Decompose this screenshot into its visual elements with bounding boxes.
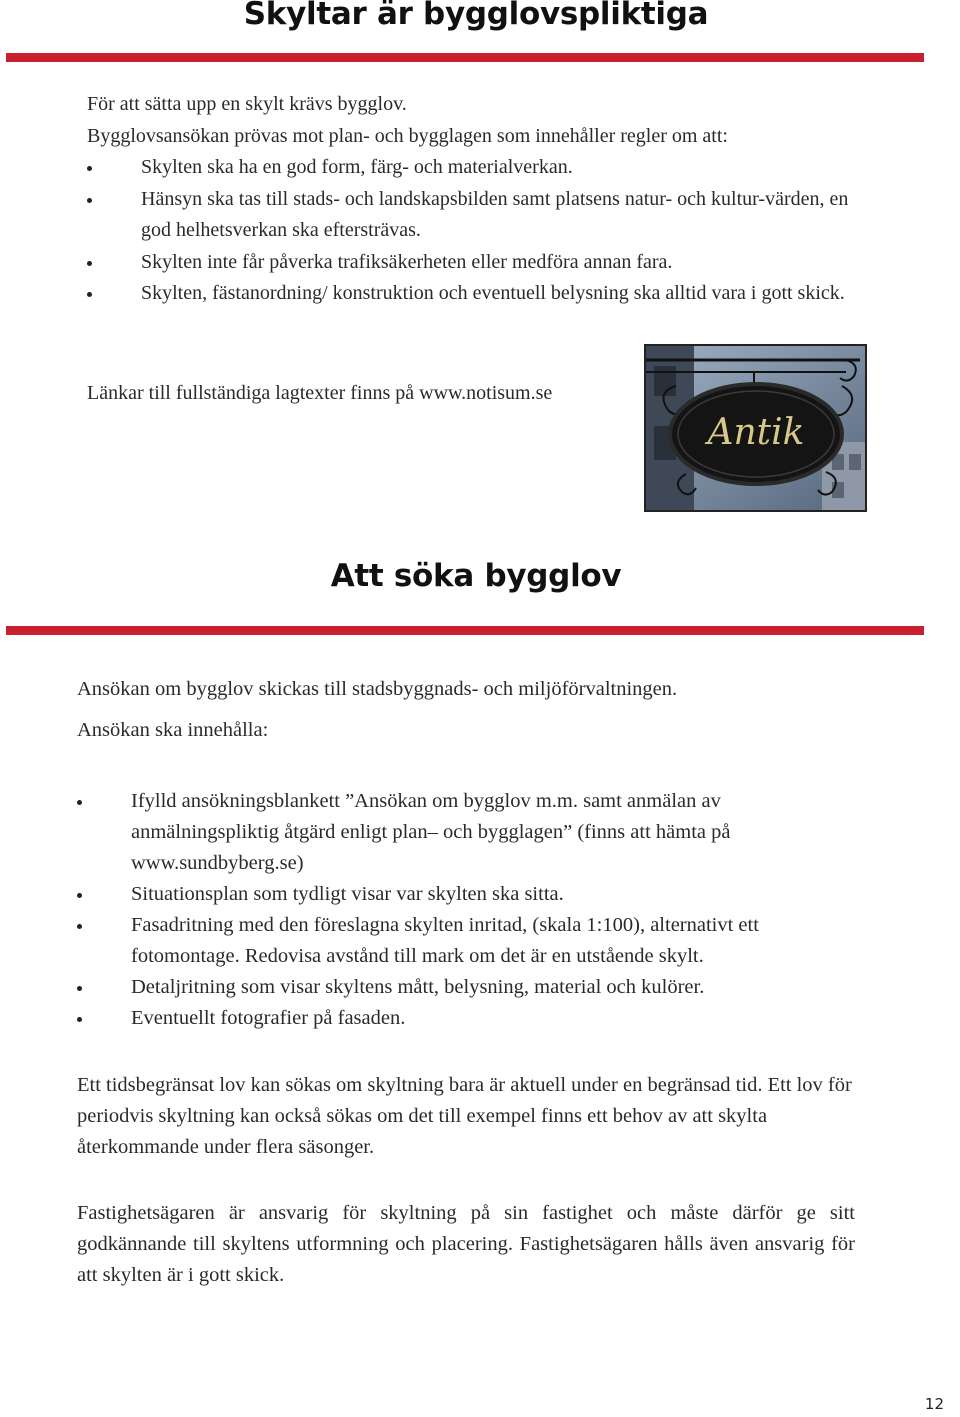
paragraph-temporary-permit: Ett tidsbegränsat lov kan sökas om skyltning bara är aktuell under en begränsad tid. Ett lov för periodvis skyltning kan också sökas om det till exempel finns ett behov av att skylta återkommande under flera säsonger.: [77, 1074, 852, 1158]
red-rule-middle: [6, 626, 924, 635]
list-item: Situationsplan som tydligt visar var skylten ska sitta.: [77, 879, 837, 910]
list-item: Skylten inte får påverka trafiksäkerheten eller medföra annan fara.: [87, 247, 867, 279]
bullet-icon: [77, 800, 82, 805]
bullet-icon: [77, 1017, 82, 1022]
bullet-icon: [87, 261, 92, 266]
section1-body: [87, 89, 867, 310]
links-text: Länkar till fullständiga lagtexter finns på www.notisum.se: [87, 382, 553, 404]
rules-list: [87, 152, 867, 310]
bullet-icon: [77, 893, 82, 898]
list-item: Ifylld ansökningsblankett ”Ansökan om bygglov m.m. samt anmälan av anmälningspliktig åtgärd enligt plan– och bygglagen” (finns att hämta på www.sundbyberg.se): [77, 786, 837, 879]
sign-text: Antik: [707, 412, 805, 453]
section2-intro: [77, 674, 867, 746]
list-item: Eventuellt fotografier på fasaden.: [77, 1003, 837, 1034]
bullet-icon: [77, 924, 82, 929]
list-item: Skylten ska ha en god form, färg- och materialverkan.: [87, 152, 867, 184]
antik-sign-illustration: [646, 346, 865, 510]
section-title-att-soka: Att söka bygglov: [330, 558, 622, 594]
paragraph-property-owner: Fastighetsägaren är ansvarig för skyltning på sin fastighet och måste därför ge sitt godkännande till skyltens utformning och placering. Fastighetsägaren hålls även ansvarig för att skylten är i gott skick.: [77, 1202, 855, 1286]
bullet-icon: [87, 198, 92, 203]
bullet-icon: [87, 166, 92, 171]
bullet-icon: [87, 292, 92, 297]
list-item: Detaljritning som visar skyltens mått, belysning, material och kulörer.: [77, 972, 837, 1003]
red-rule-top: [6, 53, 924, 62]
list-item: Fasadritning med den föreslagna skylten inritad, (skala 1:100), alternativt ett fotomontage. Redovisa avstånd till mark om det är en utstående skylt.: [77, 910, 837, 972]
list-item: Hänsyn ska tas till stads- och landskapsbilden samt platsens natur- och kultur-värden, en god helhetsverkan ska eftersträvas.: [87, 184, 867, 247]
list-item: Skylten, fästanordning/ konstruktion och eventuell belysning ska alltid vara i gott skick.: [87, 278, 867, 310]
intro-text: För att sätta upp en skylt krävs bygglov.: [87, 93, 407, 115]
requirements-list: [77, 786, 837, 1034]
sign-photo: [644, 344, 867, 512]
page-number: 12: [924, 1395, 944, 1413]
intro-text: Bygglovsansökan prövas mot plan- och bygglagen som innehåller regler om att:: [87, 124, 728, 147]
intro-text: Ansökan om bygglov skickas till stadsbyggnads- och miljöförvaltningen.: [77, 678, 678, 700]
bullet-icon: [77, 986, 82, 991]
section-title-skyltar: Skyltar är bygglovspliktiga: [243, 0, 709, 32]
intro-text: Ansökan ska innehålla:: [77, 719, 269, 741]
section2-list: [77, 786, 837, 1034]
